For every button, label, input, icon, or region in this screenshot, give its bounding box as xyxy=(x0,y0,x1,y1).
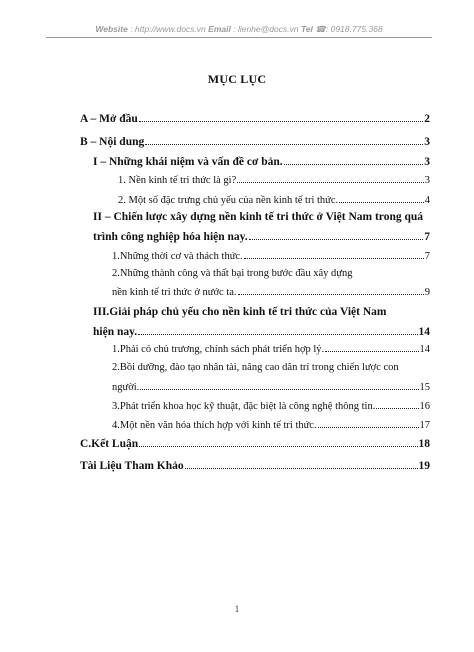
toc-entry-text: 3.Phát triển khoa học kỹ thuật, đặc biệt là công nghệ thông tin. xyxy=(112,401,376,412)
toc-page-number: 15 xyxy=(419,382,430,393)
toc-leader xyxy=(249,229,424,240)
toc-leader xyxy=(238,284,424,295)
toc-leader xyxy=(325,341,418,352)
toc-entry-text: A – Mở đầu xyxy=(80,113,138,125)
toc-entry-section-1[interactable] xyxy=(93,154,430,170)
toc-entry-text: trình công nghiệp hóa hiện nay. xyxy=(93,231,248,243)
toc-page-number: 7 xyxy=(424,231,430,243)
toc-leader xyxy=(284,154,424,165)
toc-page-number: 3 xyxy=(424,156,430,168)
toc-leader xyxy=(139,111,423,122)
toc-entry-text: nền kinh tế tri thức ở nước ta. xyxy=(112,287,237,298)
page-title: MỤC LỤC xyxy=(207,72,267,86)
toc-entry-text: 1.Những thời cơ và thách thức. xyxy=(112,251,243,262)
toc-entry-text: I – Những khái niệm và vấn đề cơ bản. xyxy=(93,156,283,168)
phone-icon: ☎ xyxy=(315,24,326,34)
toc-entry-3-2[interactable] xyxy=(112,379,430,395)
toc-entry-text: Tài Liệu Tham Khảo xyxy=(80,460,184,472)
page-number: 1 xyxy=(234,604,240,614)
toc-entry-text: 2. Một số đặc trưng chủ yếu của nền kinh tế tri thức. xyxy=(118,195,339,206)
toc-leader xyxy=(318,417,419,428)
toc-entry-text: người. xyxy=(112,382,140,393)
toc-entry-b[interactable] xyxy=(80,134,430,150)
toc-page-number: 14 xyxy=(418,326,430,338)
toc-page-number: 18 xyxy=(418,438,430,450)
toc-leader xyxy=(138,324,417,335)
toc-entry-1-2[interactable] xyxy=(118,192,430,208)
toc-leader xyxy=(376,398,418,409)
toc-entry-1-1[interactable] xyxy=(118,172,430,188)
page-header xyxy=(46,24,432,35)
website-label: Website xyxy=(95,24,128,34)
toc-entry-3-4[interactable] xyxy=(112,417,430,433)
toc-page-number: 14 xyxy=(419,344,430,355)
toc-leader xyxy=(237,172,424,183)
tel-label: Tel xyxy=(300,24,313,34)
toc-page-number: 16 xyxy=(419,401,430,412)
toc-entry-2-1[interactable] xyxy=(112,248,430,264)
toc-leader xyxy=(339,192,424,203)
toc-entry-section-3[interactable] xyxy=(93,324,430,340)
toc-entry-2-2[interactable] xyxy=(112,284,430,300)
toc-entry-section-2-line1[interactable]: II – Chiến lược xây dựng nền kinh tế tri thức ở Việt Nam trong quá xyxy=(93,211,424,223)
toc-entry-text: 1. Nền kinh tế tri thức là gì? xyxy=(118,175,237,186)
toc-page-number: 7 xyxy=(424,251,430,262)
toc-entry-3-1[interactable] xyxy=(112,341,430,357)
email-value: : lienhe@docs.vn xyxy=(233,24,299,34)
toc-entry-section-3-line1[interactable]: III.Giải pháp chủ yếu cho nền kinh tế tri thức của Việt Nam xyxy=(93,306,387,318)
toc-entry-3-2-line1[interactable]: 2.Bồi dưỡng, đào tạo nhân tài, nâng cao dân trí trong chiến lược con xyxy=(112,362,399,373)
toc-leader xyxy=(139,436,417,447)
toc-entry-2-2-line1[interactable]: 2.Những thành công và thất bại trong bước đầu xây dựng xyxy=(112,268,353,279)
toc-entry-text: C.Kết Luận xyxy=(80,438,139,450)
toc-entry-a[interactable] xyxy=(80,111,430,127)
website-value: : http://www.docs.vn xyxy=(130,24,206,34)
toc-page-number: 19 xyxy=(418,460,430,472)
toc-page-number: 9 xyxy=(424,287,430,298)
toc-entry-section-2[interactable] xyxy=(93,229,430,245)
email-label: Email xyxy=(208,24,231,34)
toc-page-number: 2 xyxy=(424,113,430,125)
toc-entry-references[interactable] xyxy=(80,458,430,474)
toc-leader xyxy=(185,458,418,469)
toc-page-number: 3 xyxy=(424,136,430,148)
tel-value: : 0918.775.368 xyxy=(325,24,383,34)
header-divider xyxy=(46,37,432,38)
toc-entry-3-3[interactable] xyxy=(112,398,430,414)
toc-page-number: 4 xyxy=(424,195,430,206)
toc-page-number: 3 xyxy=(424,175,430,186)
toc-leader xyxy=(244,248,424,259)
toc-leader xyxy=(145,134,423,145)
toc-leader xyxy=(140,379,418,390)
toc-entry-text: 1.Phải có chủ trương, chính sách phát triển hợp lý. xyxy=(112,344,325,355)
toc-entry-text: 4.Một nền văn hóa thích hợp với kinh tế tri thức. xyxy=(112,420,317,431)
toc-entry-text: hiện nay. xyxy=(93,326,138,338)
toc-entry-text: B – Nội dung xyxy=(80,136,145,148)
toc-entry-c[interactable] xyxy=(80,436,430,452)
toc-page-number: 17 xyxy=(419,420,430,431)
